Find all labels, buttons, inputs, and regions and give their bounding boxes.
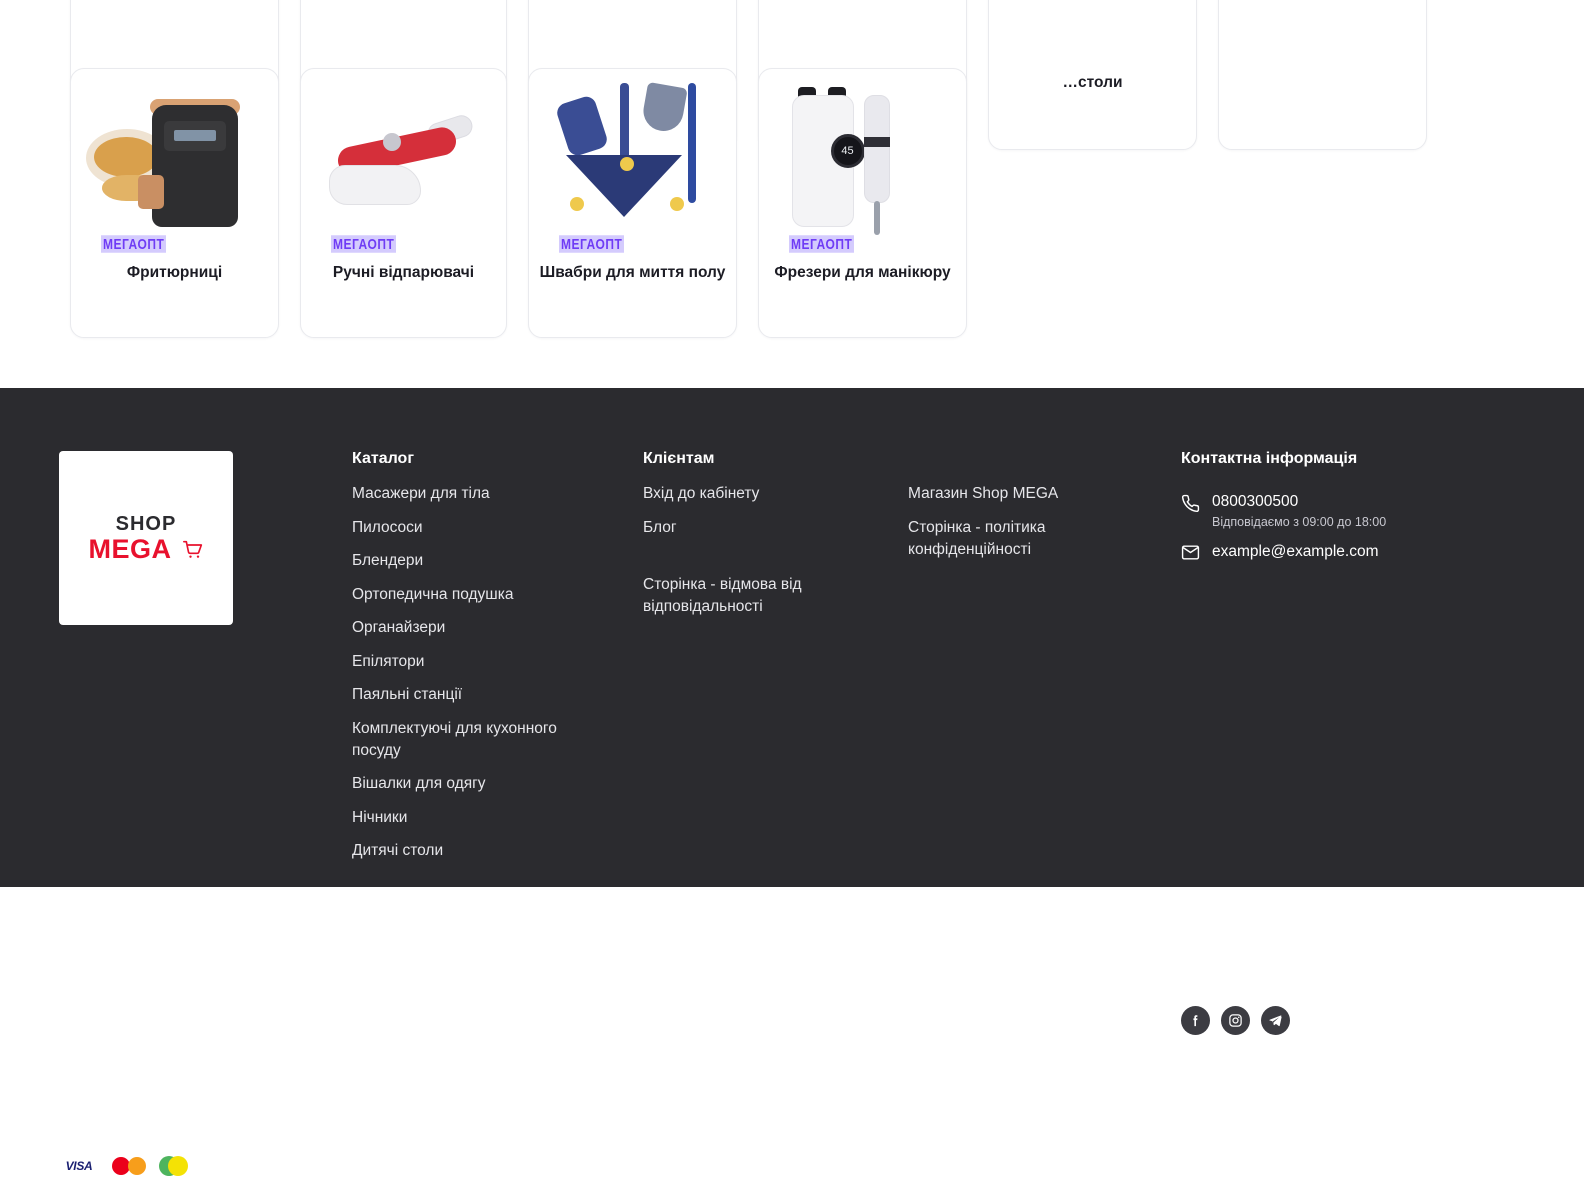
phone-number: 0800300500 [1212,493,1299,510]
social-links [1181,1006,1290,1035]
phone-icon [1181,494,1200,513]
copyright-year: © 2025 [59,1046,110,1063]
mail-icon [1181,543,1200,562]
mastercard-icon [109,1153,149,1179]
footer-link[interactable]: Блог [643,518,677,536]
instagram-icon[interactable] [1221,1006,1250,1035]
footer-link[interactable]: Комплектуючі для кухонного посуду [352,719,557,759]
watermark: МЕГАОПТ [791,235,853,253]
footer-clients-list [643,483,893,629]
handheld-steamer-illustration [309,79,499,249]
category-image [301,0,506,71]
category-image-handheld-steamer [301,69,506,259]
footer-link[interactable]: Дитячі столи [352,842,444,859]
nail-drill-illustration [768,79,958,249]
category-card-mop[interactable] [528,68,737,338]
footer-clients-title: Клієнтам [643,450,715,467]
category-image-nail-drill [759,69,966,259]
category-image [71,0,278,71]
watermark: МЕГАОПТ [561,235,623,253]
footer-link[interactable]: Блендери [352,552,424,569]
category-image [759,0,966,71]
category-card[interactable] [1218,0,1427,150]
footer-catalog-title: Каталог [352,450,414,467]
footer-link[interactable]: Пилососи [352,518,423,536]
footer-link[interactable]: Епілятори [352,652,425,670]
mir-icon [159,1153,189,1179]
category-image-floor-mop [529,69,736,259]
footer-contacts-title: Контактна інформація [1181,450,1358,467]
watermark: МЕГАОПТ [333,235,395,253]
category-card-steamer[interactable] [300,68,507,338]
category-title: Швабри для миття полу [539,264,726,281]
footer-link[interactable]: Магазин Shop MEGA [908,485,1059,502]
payment-methods [59,1153,189,1179]
email-address: example@example.com [1212,543,1379,560]
footer-link[interactable]: Вхід до кабінету [643,485,760,502]
category-title: …столи [1062,74,1123,91]
category-card[interactable] [988,0,1197,150]
footer-link[interactable]: Масажери для тіла [352,485,490,502]
visa-icon: VISA [59,1153,99,1179]
footer-link[interactable]: Органайзери [352,619,446,636]
site-footer [0,388,1584,1173]
footer-link[interactable]: Нічники [352,808,408,826]
category-card-fryer[interactable] [70,68,279,338]
category-image [989,0,1196,71]
category-card-nail-drill[interactable] [758,68,967,338]
logo-mega-text: MEGA [88,533,171,564]
contact-phone[interactable] [1181,492,1386,529]
copyright-name: Shop MEGA [59,1070,146,1087]
watermark: МЕГАОПТ [103,235,165,253]
copyright [59,1043,145,1091]
category-image-air-fryer [71,69,278,259]
air-fryer-illustration [80,79,270,249]
category-title: Ручні відпарювачі [332,264,475,281]
footer-clients-list-secondary [908,483,1158,572]
shopping-cart-icon [182,538,204,565]
logo-shop-text: SHOP [115,512,177,535]
facebook-icon[interactable] [1181,1006,1210,1035]
category-row-bottom [70,68,967,338]
category-title: Фритюрниці [126,264,223,281]
floor-mop-illustration [538,79,728,249]
footer-link[interactable]: Ортопедична подушка [352,585,514,603]
footer-link[interactable]: Сторінка - відмова від відповідальності [643,575,802,615]
footer-catalog-list [352,483,602,874]
category-image [529,0,736,71]
footer-link[interactable]: Сторінка - політика конфіденційності [908,518,1046,558]
telegram-icon[interactable] [1261,1006,1290,1035]
contact-email[interactable] [1181,541,1379,563]
payments-title: Приймаємо до оплати [59,1123,225,1140]
footer-logo[interactable] [59,451,233,625]
category-title: Фрезери для манікюру [774,264,951,281]
footer-link[interactable]: Паяльні станції [352,686,463,703]
category-image [1219,0,1426,71]
footer-link[interactable]: Вішалки для одягу [352,775,486,792]
phone-hours: Відповідаємо з 09:00 до 18:00 [1212,515,1387,529]
category-grid [0,0,1584,388]
social-title: Ми в соцмережах [1181,973,1308,990]
